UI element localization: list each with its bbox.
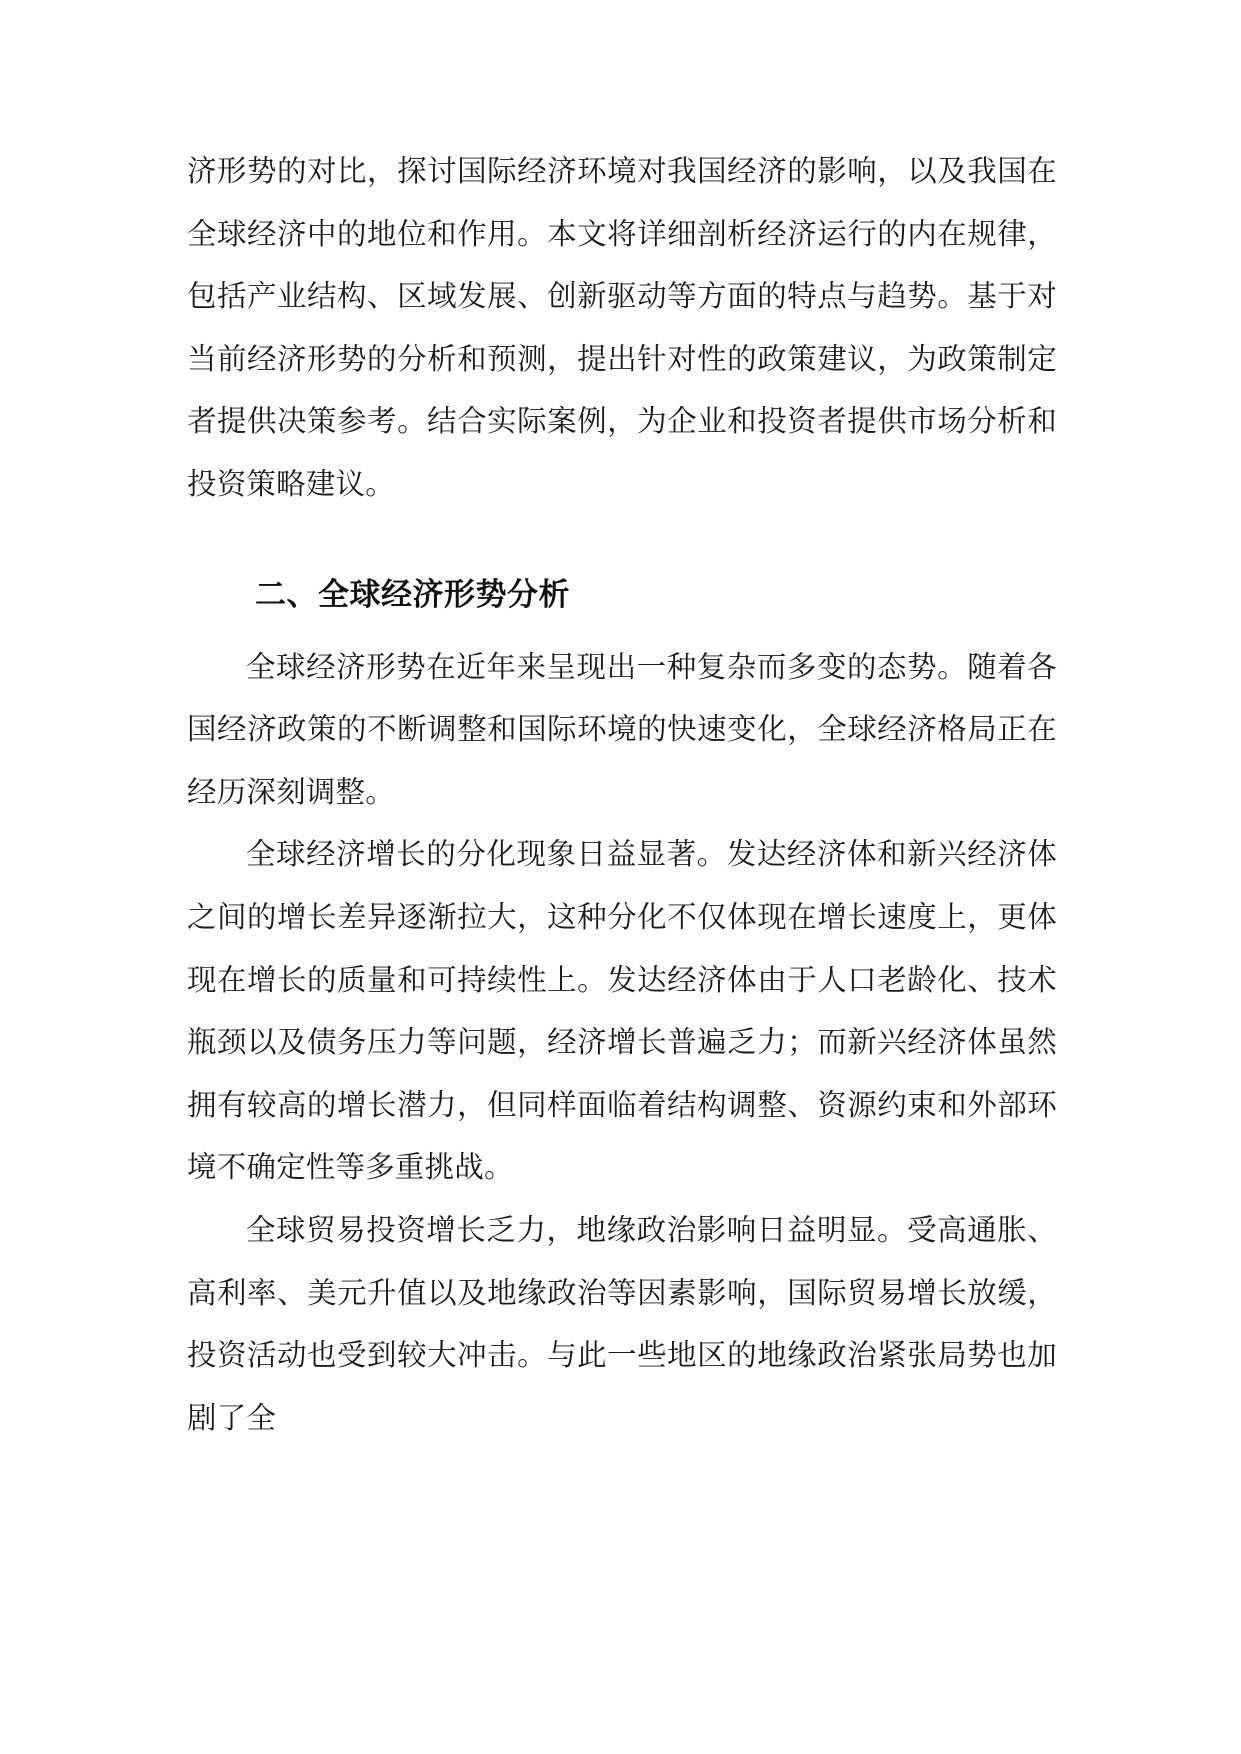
- paragraph-trade-investment: 全球贸易投资增长乏力，地缘政治影响日益明显。受高通胀、高利率、美元升值以及地缘政治等因素影响，国际贸易增长放缓，投资活动也受到较大冲击。与此一些地区的地缘政治紧张局势也加剧了全: [187, 1212, 1057, 1435]
- section-heading: 二、全球经济形势分析: [255, 576, 570, 613]
- paragraph-growth-divergence: 全球经济增长的分化现象日益显著。发达经济体和新兴经济体之间的增长差异逐渐拉大，这种分化不仅体现在增长速度上，更体现在增长的质量和可持续性上。发达经济体由于人口老龄化、技术瓶颈以及债务压力等问题，经济增长普遍乏力；而新兴经济体虽然拥有较高的增长潜力，但同样面临着结构调整、资源约束和外部环境不确定性等多重挑战。: [187, 837, 1057, 1185]
- document-body: [187, 140, 1057, 1449]
- paragraph-global-overview: 全球经济形势在近年来呈现出一种复杂而多变的态势。随着各国经济政策的不断调整和国际环境的快速变化，全球经济格局正在经历深刻调整。: [187, 649, 1057, 809]
- continuation-paragraph: 济形势的对比，探讨国际经济环境对我国经济的影响，以及我国在全球经济中的地位和作用。本文将详细剖析经济运行的内在规律，包括产业结构、区域发展、创新驱动等方面的特点与趋势。基于对当前经济形势的分析和预测，提出针对性的政策建议，为政策制定者提供决策参考。结合实际案例，为企业和投资者提供市场分析和投资策略建议。: [187, 154, 1057, 501]
